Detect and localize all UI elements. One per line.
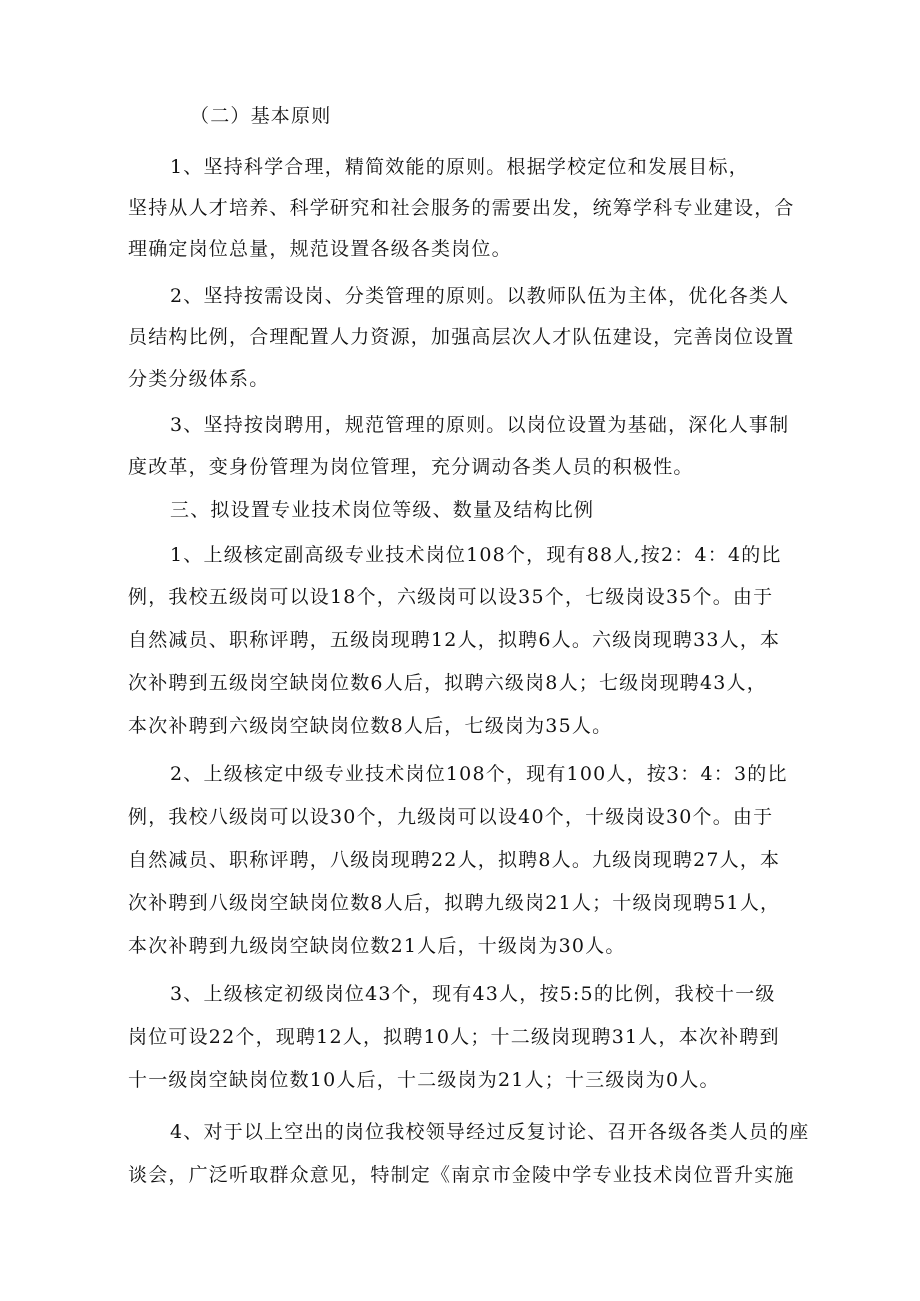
item-2-line-5: 本次补聘到九级岗空缺岗位数21人后，十级岗为30人。 xyxy=(128,935,626,957)
principle-1-line-3: 理确定岗位总量，规范设置各级各类岗位。 xyxy=(128,238,512,260)
item-1-line-2: 例，我校五级岗可以设18个，六级岗可以设35个，七级岗设35个。由于 xyxy=(128,586,774,608)
section-heading-basic-principles: （二）基本原则 xyxy=(190,105,332,127)
item-4-line-1: 4、对于以上空出的岗位我校领导经过反复讨论、召开各级各类人员的座 xyxy=(170,1121,810,1143)
principle-3-line-1: 3、坚持按岗聘用，规范管理的原则。以岗位设置为基础，深化人事制 xyxy=(170,414,790,436)
item-1-line-5: 本次补聘到六级岗空缺岗位数8人后，七级岗为35人。 xyxy=(128,715,613,737)
item-1-line-1: 1、上级核定副高级专业技术岗位108个，现有88人,按2：4：4的比 xyxy=(170,544,782,566)
item-2-line-1: 2、上级核定中级专业技术岗位108个，现有100人，按3：4：3的比 xyxy=(170,763,788,785)
item-1-line-4: 次补聘到五级岗空缺岗位数6人后，拟聘六级岗8人；七级岗现聘43人， xyxy=(128,672,767,694)
item-2-line-3: 自然减员、职称评聘，八级岗现聘22人，拟聘8人。九级岗现聘27人，本 xyxy=(128,849,781,871)
principle-2-line-2: 员结构比例，合理配置人力资源，加强高层次人才队伍建设，完善岗位设置 xyxy=(128,326,795,348)
item-4-line-2: 谈会，广泛听取群众意见，特制定《南京市金陵中学专业技术岗位晋升实施 xyxy=(128,1164,795,1186)
principle-1-line-2: 坚持从人才培养、科学研究和社会服务的需要出发，统筹学科专业建设，合 xyxy=(128,197,795,219)
item-2-line-2: 例，我校八级岗可以设30个，九级岗可以设40个，十级岗设30个。由于 xyxy=(128,806,774,828)
item-1-line-3: 自然减员、职称评聘，五级岗现聘12人，拟聘6人。六级岗现聘33人，本 xyxy=(128,629,781,651)
principle-3-line-2: 度改革，变身份管理为岗位管理，充分调动各类人员的积极性。 xyxy=(128,456,694,478)
item-2-line-4: 次补聘到八级岗空缺岗位数8人后，拟聘九级岗21人；十级岗现聘51人， xyxy=(128,892,781,914)
principle-1-line-1: 1、坚持科学合理，精简效能的原则。根据学校定位和发展目标， xyxy=(170,156,749,178)
section-three-heading: 三、拟设置专业技术岗位等级、数量及结构比例 xyxy=(170,499,595,521)
principle-2-line-3: 分类分级体系。 xyxy=(128,368,270,390)
item-3-line-3: 十一级岗空缺岗位数10人后，十二级岗为21人；十三级岗为0人。 xyxy=(128,1069,720,1091)
principle-2-line-1: 2、坚持按需设岗、分类管理的原则。以教师队伍为主体，优化各类人 xyxy=(170,285,790,307)
item-3-line-2: 岗位可设22个，现聘12人，拟聘10人；十二级岗现聘31人，本次补聘到 xyxy=(128,1026,780,1048)
item-3-line-1: 3、上级核定初级岗位43个，现有43人，按5:5的比例，我校十一级 xyxy=(170,983,776,1005)
